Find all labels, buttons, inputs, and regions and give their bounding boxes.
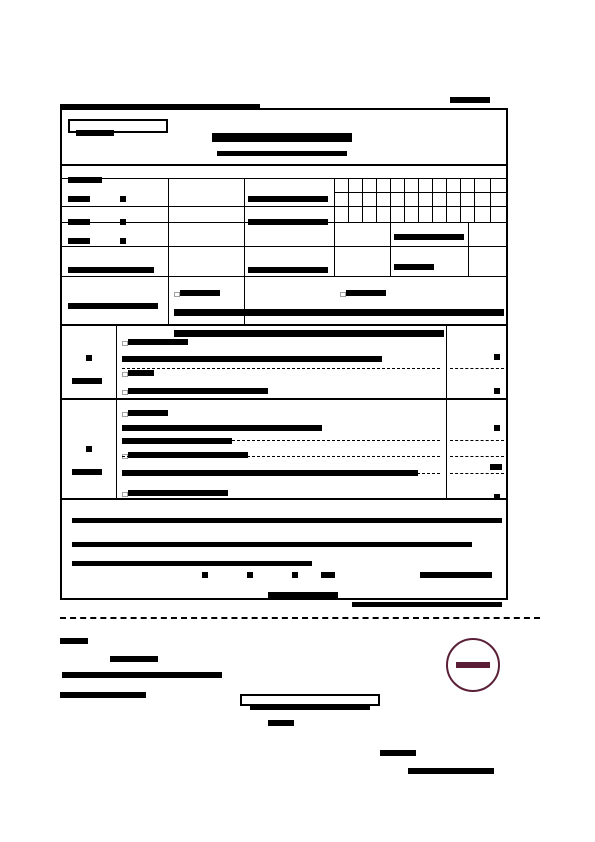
row-label-corp — [68, 211, 126, 230]
section3-item-1[interactable]: ☐ — [122, 402, 168, 421]
section-applicant-label — [68, 169, 102, 188]
purpose-option-1[interactable]: ☐ — [174, 282, 220, 301]
section3-item-3 — [122, 462, 418, 481]
section2-item-2[interactable]: ☐ — [122, 362, 154, 381]
issuer-name — [380, 742, 416, 761]
issuer-box — [240, 694, 380, 706]
section3-count-2 — [490, 456, 502, 475]
section3-item-2[interactable]: ☐ — [122, 444, 248, 463]
cut-line — [60, 617, 540, 619]
label-phone-small — [394, 226, 464, 245]
english-reference — [352, 594, 502, 613]
purpose-note — [174, 302, 504, 340]
date-line — [202, 564, 502, 583]
receipt-addressee — [60, 630, 88, 649]
row-label-contact — [68, 259, 154, 278]
row-label-address — [68, 230, 126, 249]
label-business-number — [248, 211, 328, 230]
form-frame — [60, 108, 508, 600]
row-label-purpose — [68, 295, 158, 314]
section3-count-1 — [494, 417, 500, 436]
section2-label — [72, 347, 108, 385]
receipt-line-3 — [60, 684, 146, 703]
declaration-text — [72, 510, 502, 567]
section2-item-1[interactable]: ☐ — [122, 331, 188, 350]
receipt-line-2 — [62, 664, 222, 683]
applicant-signature — [268, 584, 338, 603]
form-subtitle — [217, 143, 347, 151]
form-title — [212, 127, 352, 137]
label-email-small — [394, 256, 434, 275]
label-id-number — [248, 188, 328, 207]
section3-item-4[interactable]: ☐ — [122, 482, 228, 501]
form-number-badge — [68, 119, 168, 133]
section3-label — [72, 438, 108, 476]
row-label-name — [68, 188, 126, 207]
section2-item-1-desc — [122, 348, 382, 367]
section2-count-1 — [494, 346, 500, 365]
section3-count-3 — [494, 486, 500, 505]
purpose-option-2[interactable]: ☐ — [340, 282, 386, 301]
label-phone — [248, 259, 328, 278]
issuer-office — [408, 760, 494, 779]
section2-count-2 — [494, 380, 500, 399]
official-stamp — [446, 638, 500, 692]
id-number-boxes — [334, 178, 506, 222]
section2-item-3[interactable]: ☐ — [122, 380, 268, 399]
top-reference-line — [60, 95, 490, 105]
issuer-subline — [268, 712, 294, 731]
